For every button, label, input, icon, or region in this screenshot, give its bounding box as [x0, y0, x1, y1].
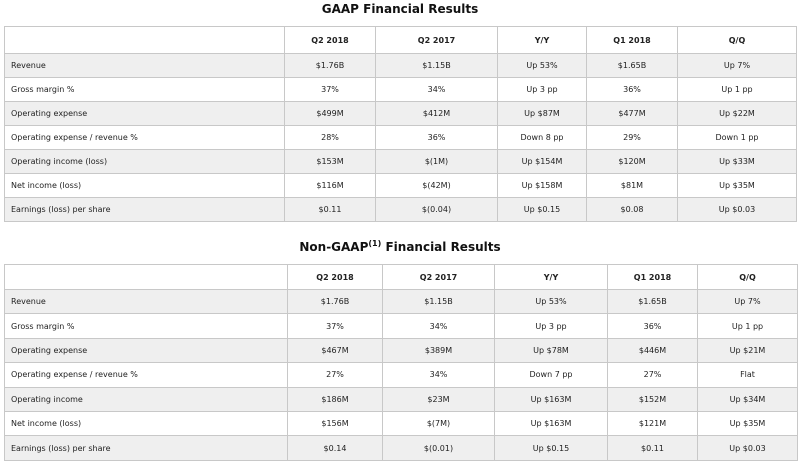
cell: Up $34M [698, 387, 798, 411]
cell: 34% [376, 78, 498, 102]
cell: $153M [285, 150, 376, 174]
cell: Up 7% [678, 54, 797, 78]
nongaap-results-table [4, 264, 798, 461]
row-label: Operating expense [5, 338, 288, 362]
cell: $116M [285, 174, 376, 198]
cell: 34% [383, 314, 495, 338]
header-metric [5, 265, 288, 290]
header-metric [5, 27, 285, 54]
cell: Up $163M [495, 411, 608, 435]
cell: Down 7 pp [495, 363, 608, 387]
cell: $1.15B [376, 54, 498, 78]
cell: $81M [587, 174, 678, 198]
cell: 36% [587, 78, 678, 102]
cell: $477M [587, 102, 678, 126]
cell: Up $33M [678, 150, 797, 174]
cell: Up 53% [495, 290, 608, 314]
table-row [5, 150, 797, 174]
cell: Up 53% [498, 54, 587, 78]
cell: $23M [383, 387, 495, 411]
cell: $(0.04) [376, 198, 498, 222]
table-row [5, 78, 797, 102]
cell: $(7M) [383, 411, 495, 435]
table-row [5, 436, 798, 460]
header-q2-2017: Q2 2017 [383, 265, 495, 290]
table-header-row [5, 265, 798, 290]
cell: $1.65B [587, 54, 678, 78]
cell: Up $21M [698, 338, 798, 362]
cell: 37% [285, 78, 376, 102]
cell: 34% [383, 363, 495, 387]
cell: $1.65B [608, 290, 698, 314]
cell: Flat [698, 363, 798, 387]
cell: Up $163M [495, 387, 608, 411]
cell: $(42M) [376, 174, 498, 198]
cell: 36% [376, 126, 498, 150]
cell: $1.76B [285, 54, 376, 78]
cell: $1.15B [383, 290, 495, 314]
row-label: Operating expense / revenue % [5, 126, 285, 150]
cell: Up $22M [678, 102, 797, 126]
cell: Up $87M [498, 102, 587, 126]
table-row [5, 126, 797, 150]
row-label: Earnings (loss) per share [5, 198, 285, 222]
header-yy: Y/Y [498, 27, 587, 54]
cell: $499M [285, 102, 376, 126]
header-q1-2018: Q1 2018 [587, 27, 678, 54]
cell: $1.76B [288, 290, 383, 314]
header-q2-2018: Q2 2018 [285, 27, 376, 54]
table-header-row [5, 27, 797, 54]
cell: $0.14 [288, 436, 383, 460]
table-row [5, 314, 798, 338]
cell: $412M [376, 102, 498, 126]
table-row [5, 411, 798, 435]
cell: Down 8 pp [498, 126, 587, 150]
cell: Up 1 pp [678, 78, 797, 102]
cell: Up 3 pp [498, 78, 587, 102]
cell: $186M [288, 387, 383, 411]
cell: Up $78M [495, 338, 608, 362]
cell: Up $154M [498, 150, 587, 174]
cell: Down 1 pp [678, 126, 797, 150]
row-label: Earnings (loss) per share [5, 436, 288, 460]
nongaap-title-suffix: Financial Results [381, 240, 501, 254]
row-label: Operating income [5, 387, 288, 411]
table-row [5, 54, 797, 78]
cell: Up $35M [698, 411, 798, 435]
cell: $156M [288, 411, 383, 435]
cell: $0.11 [608, 436, 698, 460]
header-q2-2018: Q2 2018 [288, 265, 383, 290]
header-qq: Q/Q [698, 265, 798, 290]
cell: 28% [285, 126, 376, 150]
cell: $120M [587, 150, 678, 174]
row-label: Operating expense [5, 102, 285, 126]
cell: Up $0.15 [495, 436, 608, 460]
row-label: Gross margin % [5, 78, 285, 102]
table-row [5, 198, 797, 222]
cell: $389M [383, 338, 495, 362]
cell: $152M [608, 387, 698, 411]
header-q2-2017: Q2 2017 [376, 27, 498, 54]
header-qq: Q/Q [678, 27, 797, 54]
table-row [5, 387, 798, 411]
header-q1-2018: Q1 2018 [608, 265, 698, 290]
cell: $467M [288, 338, 383, 362]
row-label: Revenue [5, 54, 285, 78]
cell: 29% [587, 126, 678, 150]
cell: $(0.01) [383, 436, 495, 460]
row-label: Revenue [5, 290, 288, 314]
row-label: Net income (loss) [5, 174, 285, 198]
row-label: Operating expense / revenue % [5, 363, 288, 387]
cell: Up $158M [498, 174, 587, 198]
table-row [5, 102, 797, 126]
row-label: Operating income (loss) [5, 150, 285, 174]
row-label: Gross margin % [5, 314, 288, 338]
cell: Up $0.15 [498, 198, 587, 222]
cell: Up 3 pp [495, 314, 608, 338]
nongaap-title [0, 239, 800, 254]
cell: 37% [288, 314, 383, 338]
cell: Up $35M [678, 174, 797, 198]
cell: 36% [608, 314, 698, 338]
nongaap-title-prefix: Non-GAAP [299, 240, 369, 254]
gaap-title: GAAP Financial Results [321, 2, 479, 16]
cell: Up $0.03 [678, 198, 797, 222]
cell: $0.11 [285, 198, 376, 222]
cell: Up 7% [698, 290, 798, 314]
table-row [5, 338, 798, 362]
cell: $446M [608, 338, 698, 362]
gaap-results-table [4, 26, 797, 222]
cell: 27% [608, 363, 698, 387]
cell: $0.08 [587, 198, 678, 222]
cell: $(1M) [376, 150, 498, 174]
cell: 27% [288, 363, 383, 387]
footnote-marker: (1) [368, 239, 382, 248]
row-label: Net income (loss) [5, 411, 288, 435]
cell: Up 1 pp [698, 314, 798, 338]
header-yy: Y/Y [495, 265, 608, 290]
table-row [5, 363, 798, 387]
table-row [5, 290, 798, 314]
table-row [5, 174, 797, 198]
cell: Up $0.03 [698, 436, 798, 460]
cell: $121M [608, 411, 698, 435]
